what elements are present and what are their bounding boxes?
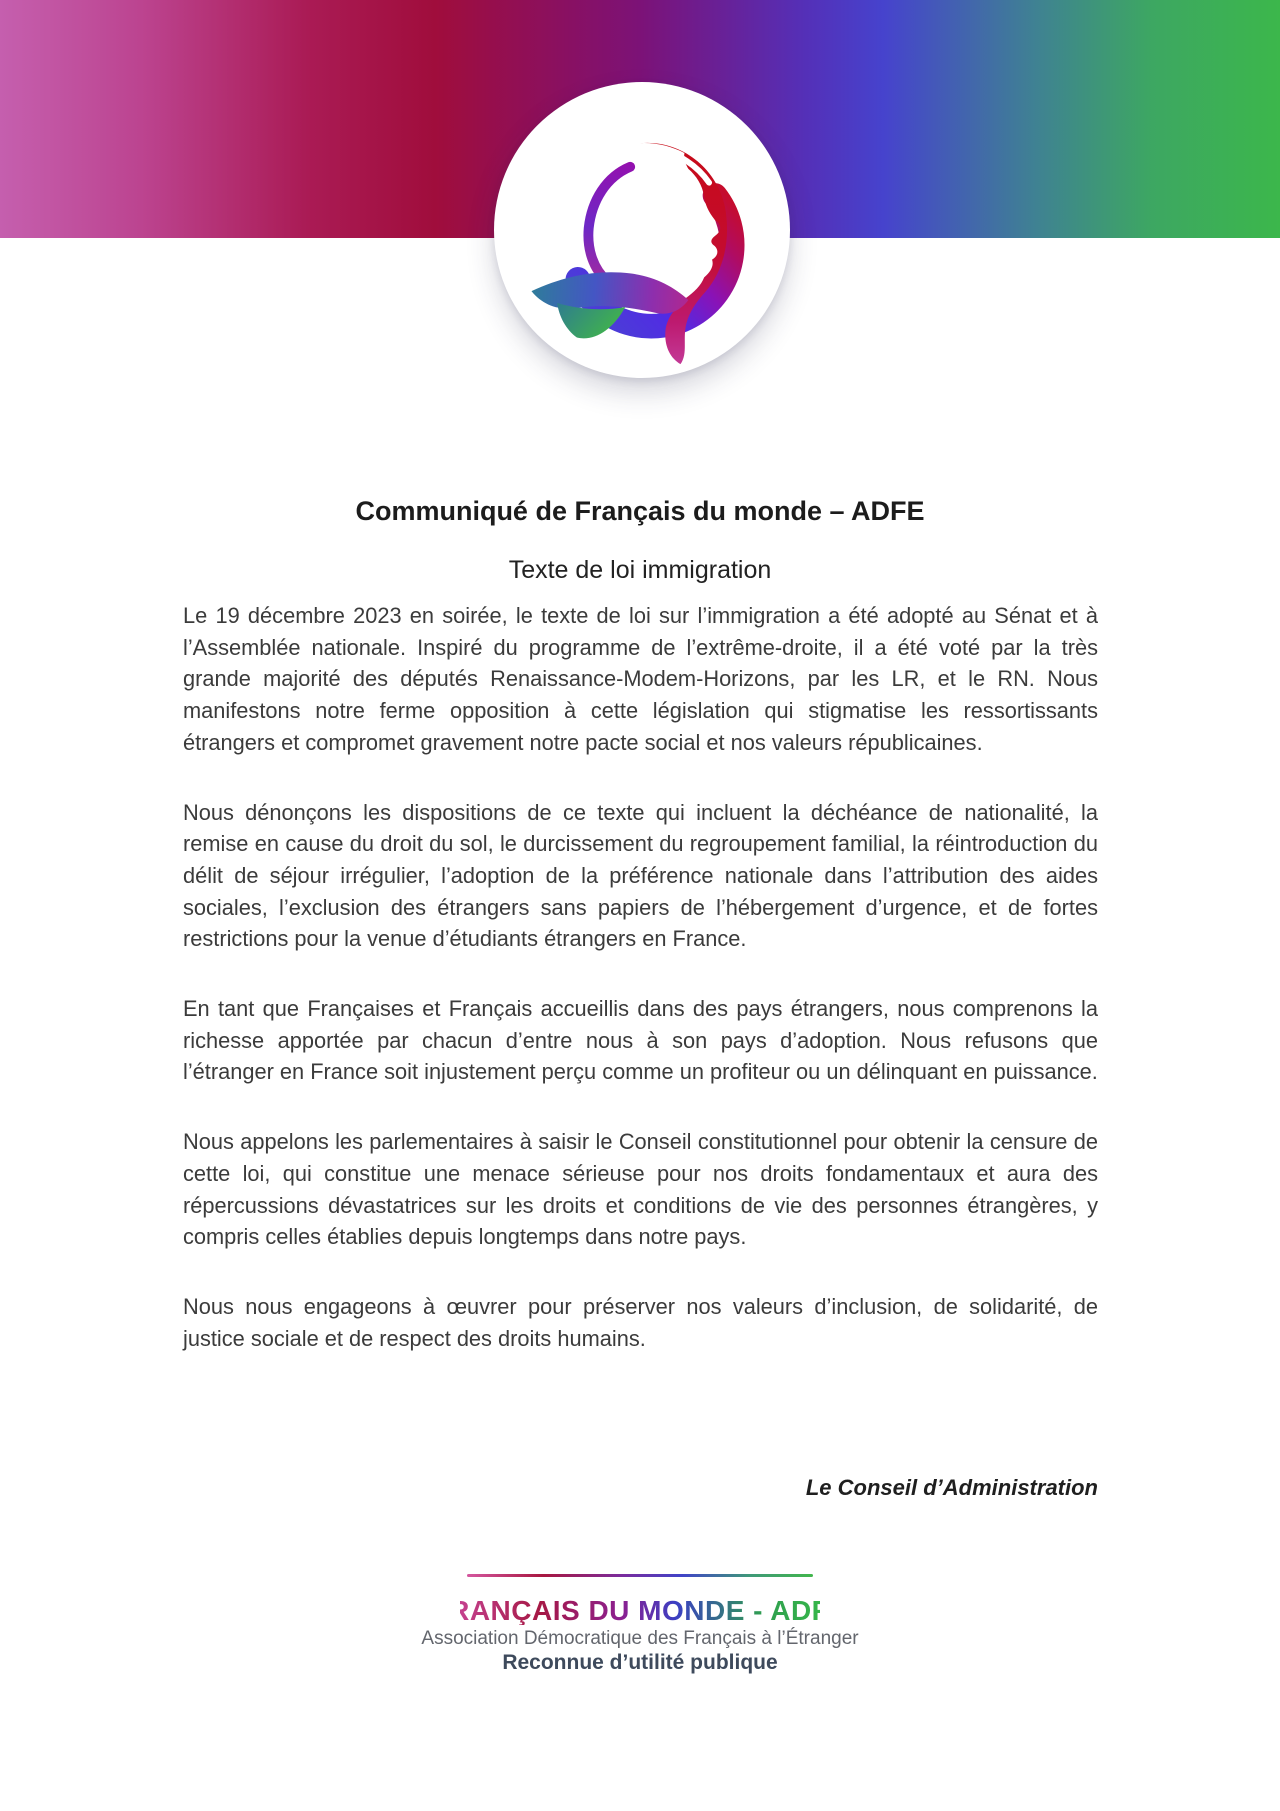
paragraph: Le 19 décembre 2023 en soirée, le texte de loi sur l’immigration a été adopté au Sénat et à l’Assemblée nationale. Inspiré du programme de l’extrême-droite, il a été voté par la très grande majorité des députés Renaissance-Modem-Horizons, par les LR, et le RN. Nous manifestons notre ferme opposition à cette législation qui stigmatise les ressortissants étrangers et compromet gravement notre pacte social et nos valeurs républicaines.	[183, 603, 1098, 755]
logo-badge	[494, 82, 790, 378]
header-banner	[0, 0, 1280, 238]
logo-hair-strand	[588, 167, 630, 281]
brand-subtitle: Association Démocratique des Français à l’Étranger	[421, 1628, 859, 1649]
page-title: Communiqué de Français du monde – ADFE	[355, 496, 925, 527]
signature: Le Conseil d’Administration	[805, 1475, 1098, 1500]
paragraph: Nous nous engageons à œuvrer pour préserver nos valeurs d’inclusion, de solidarité, de justice sociale et de respect des droits humains.	[183, 1293, 1098, 1351]
brand-status: Reconnue d’utilité publique	[502, 1651, 778, 1674]
paragraph: En tant que Françaises et Français accueillis dans des pays étrangers, nous comprenons la richesse apportée par chacun d’entre nous à son pays d’adoption. Nous refusons que l’étranger en France soit injustement perçu comme un profiteur ou un délinquant en puissance.	[183, 996, 1098, 1085]
page-subtitle: Texte de loi immigration	[508, 555, 772, 584]
paragraph: Nous appelons les parlementaires à saisir le Conseil constitutionnel pour obtenir la censure de cette loi, qui constitue une menace sérieuse pour nos droits fondamentaux et aura des répercussions dévastatrices sur les droits et conditions de vie des personnes étrangères, y compris celles établies depuis longtemps dans notre pays.	[183, 1129, 1098, 1250]
paragraph: Nous dénonçons les dispositions de ce texte qui incluent la déchéance de nationalité, la remise en cause du droit du sol, le durcissement du regroupement familial, la réintroduction du délit de séjour irrégulier, l’adoption de la préférence nationale dans l’attribution des aides sociales, l’exclusion des étrangers sans papiers de l’hébergement d’urgence, et de fortes restrictions pour la venue d’étudiants étrangers en France.	[183, 799, 1098, 952]
marianne-logo	[494, 82, 790, 378]
communique-paragraphs	[183, 600, 1098, 1354]
brand-name: FRANÇAIS DU MONDE - ADFE	[0, 1597, 1280, 1625]
brand-gradient-rule	[467, 1574, 813, 1577]
